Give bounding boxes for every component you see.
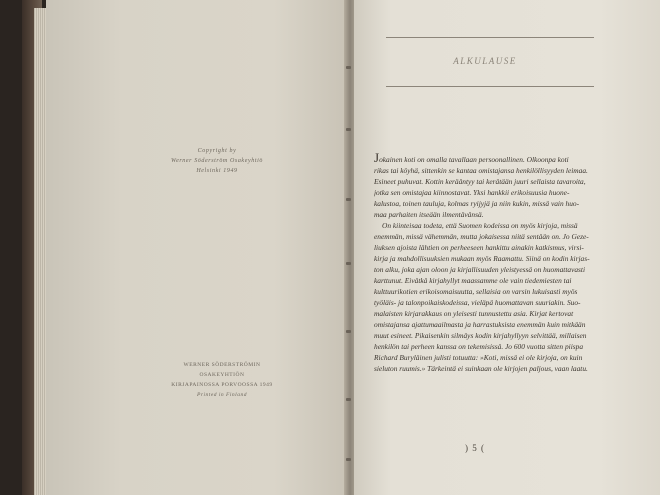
text-line: liuksen ajoista lähtien on perheeseen hankittu ainakin katkismus, virsi-	[374, 243, 584, 252]
page-heading: ALKULAUSE	[453, 56, 517, 66]
text-line: kirja ja mahdollisuuksien mukaan myös Raamattu. Siinä on kodin kirjas-	[374, 254, 590, 263]
printer-colophon	[162, 360, 282, 400]
heading-rule-top	[386, 37, 594, 38]
copyright-notice	[150, 146, 284, 176]
text-line: ton alku, joka ajan oloon ja kirjallisuuden yleistyessä on huomattavasti	[374, 265, 586, 274]
colophon-printed-in: Printed in Finland	[197, 392, 247, 398]
text-line: henkilön tai perheen kanssa on tekemisissä. Jo 600 vuotta sitten piispa	[374, 342, 584, 351]
binding-stitch	[346, 198, 351, 201]
binding-stitch	[346, 262, 351, 265]
text-line: muut esineet. Pikaisenkin silmäys kodin kirjahyllyyn selvittää, millaisen	[374, 331, 587, 340]
copyright-publisher: Werner Söderström Osakeyhtiö	[171, 158, 263, 164]
text-line: omistajansa ajattumaailmasta ja harrastuksista enemmän kuin mitkään	[374, 320, 586, 329]
text-line: maa parhaiten itseään ilmentävänsä.	[374, 210, 484, 219]
text-line: sieluton ruumis.» Tärkeintä ei suinkaan ole kirjojen paljous, vaan laatu.	[374, 364, 588, 373]
drop-cap: J	[374, 153, 380, 165]
binding-stitch	[346, 66, 351, 69]
text-line: kulttuurikotien erikoisomaisuutta, sellaisia on varsin lukuisasti myös	[374, 287, 578, 296]
text-line: malaisten kirjarakkaus on yleisesti tunnustettu asia. Kirjat kertovat	[374, 309, 574, 318]
text-line: kalustoa, toinen tauluja, kolmas ryijyjä ja niin kukin, missä vain huo-	[374, 199, 580, 208]
text-line: rikas tai köyhä, sittenkin se kantaa omistajansa henkilöllisyyden leimaa.	[374, 166, 588, 175]
binding-stitch	[346, 128, 351, 131]
text-line: työläis- ja talonpoikaiskodeissa, vieläpä huomattavan suuriakin. Suo-	[374, 298, 581, 307]
text-line: Jokainen koti on omalla tavallaan persoonallinen. Olkoonpa koti	[374, 153, 622, 165]
text-line: jotka sen omistajaa kiinnostavat. Yksi hankkii erikoisuusia huone-	[374, 188, 570, 197]
page-number: ) 5 (	[465, 443, 485, 453]
preface-text	[374, 153, 622, 374]
text-line: Esineet puhuvat. Kottin kerääntyy tai kerätään juuri sellaista tavaroita,	[374, 177, 586, 186]
colophon-print-place: KIRJAPAINOSSA PORVOOSSA 1949	[171, 382, 273, 388]
copyright-place-year: Helsinki 1949	[196, 168, 238, 174]
copyright-line: Copyright by	[197, 148, 237, 154]
binding-stitch	[346, 398, 351, 401]
left-page	[46, 0, 350, 495]
text-line: Richard Buryläinen julisti totuutta: »Koti, missä ei ole kirjoja, on kuin	[374, 353, 583, 362]
text-line: On kiinteisaa todeta, että Suomen kodeissa on myös kirjoja, missä	[382, 221, 578, 230]
heading-rule-bottom	[386, 86, 594, 87]
text-line: enemmän, missä vähemmän, mutta jokaisessa niitä sentään on. Jo Geze-	[374, 232, 589, 241]
colophon-printer: WERNER SÖDERSTRÖMIN OSAKEYHTIÖN	[183, 362, 261, 378]
binding-stitch	[346, 458, 351, 461]
text-line: karttunut. Eivätkä kirjahyllyt maassamme ole vain tiedemiesten tai	[374, 276, 572, 285]
binding-stitch	[346, 330, 351, 333]
